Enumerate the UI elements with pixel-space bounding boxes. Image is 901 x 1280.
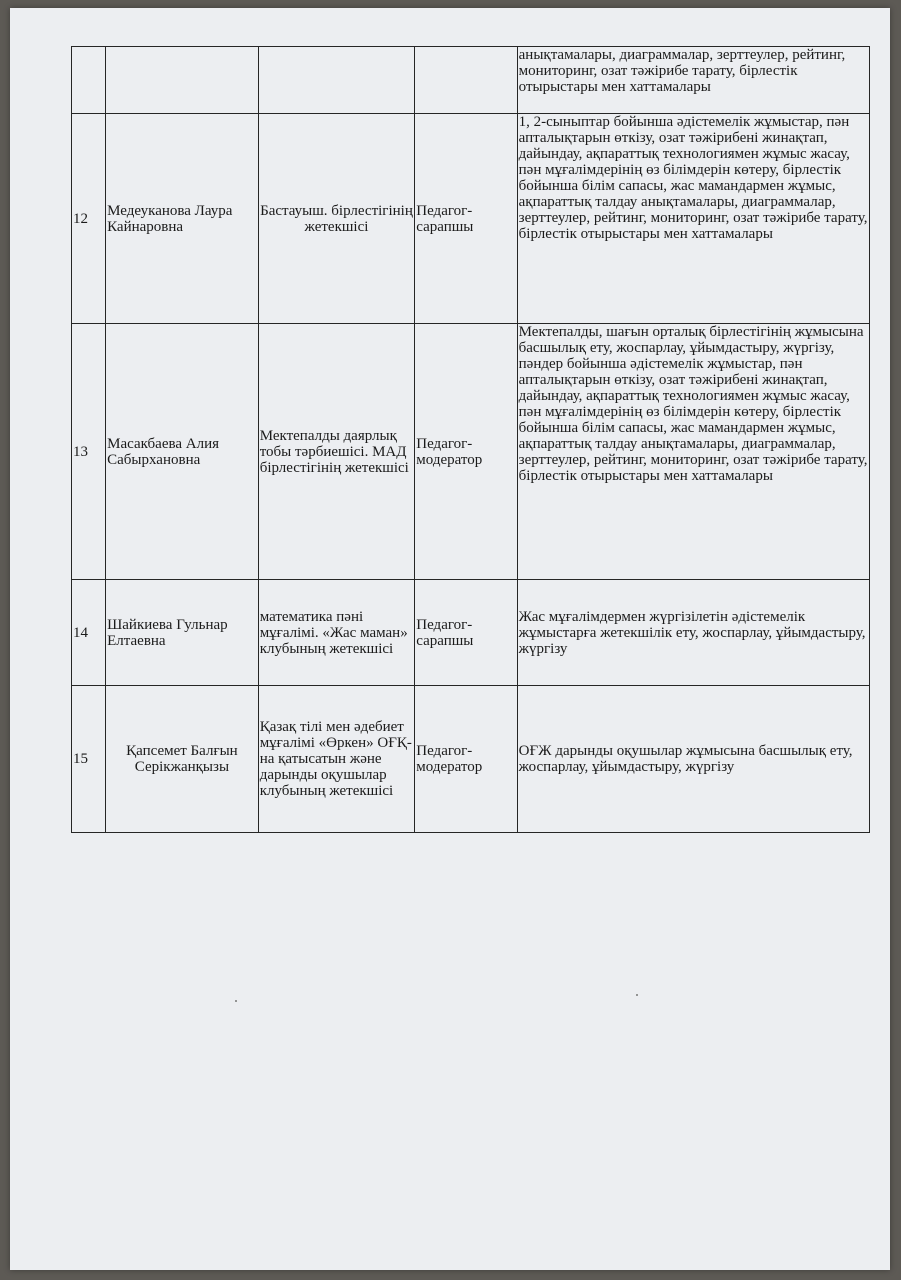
teacher-duties: ОҒЖ дарынды оқушылар жұмысына басшылық ету, жоспарлау, ұйымдастыру, жүргізу [517, 686, 869, 833]
paper-speck [636, 994, 638, 996]
row-number: 14 [72, 580, 106, 686]
teacher-name: Қапсемет Балғын Серікжанқызы [106, 686, 259, 833]
teacher-name: Медеуканова Лаура Кайнаровна [106, 114, 259, 324]
row-number: 15 [72, 686, 106, 833]
row-number [72, 47, 106, 114]
paper-speck [235, 1000, 237, 1002]
teacher-role: Мектепалды даярлық тобы тәрбиешісі. МАД бірлестігінің жетекшісі [258, 324, 415, 580]
teacher-role: Қазақ тілі мен әдебиет мұғалімі «Өркен» ОҒҚ-на қатысатын және дарынды оқушылар клубының жетекшісі [258, 686, 415, 833]
table-row [72, 324, 870, 580]
teacher-category: Педагог-модератор [415, 686, 517, 833]
row-number: 12 [72, 114, 106, 324]
table-row [72, 47, 870, 114]
teacher-category [415, 47, 517, 114]
teacher-name: Шайкиева Гульнар Елтаевна [106, 580, 259, 686]
teacher-duties: Жас мұғалімдермен жүргізілетін әдістемелік жұмыстарға жетекшілік ету, жоспарлау, ұйымдастыру, жүргізу [517, 580, 869, 686]
teacher-duties: анықтамалары, диаграммалар, зерттеулер, рейтинг, мониторинг, озат тәжірибе тарату, бірлестік отырыстары мен хаттамалары [517, 47, 869, 114]
teacher-category: Педагог-модератор [415, 324, 517, 580]
teacher-name: Масакбаева Алия Сабырхановна [106, 324, 259, 580]
table-row [72, 686, 870, 833]
teacher-role: математика пәні мұғалімі. «Жас маман» клубының жетекшісі [258, 580, 415, 686]
teacher-category: Педагог-сарапшы [415, 580, 517, 686]
teacher-duties: 1, 2-сыныптар бойынша әдістемелік жұмыстар, пән апталықтарын өткізу, озат тәжірибені жинақтап, дайындау, ақпараттық технологиямен жұмыс жасау, пән мұғалімдерінің өз білімдерін көтеру, бірлестік бойынша білім сапасы, жас мамандармен жұмыс, ақпараттық талдау анықтамалары, диаграммалар, зерттеулер, рейтинг, мониторинг, озат тәжірибе тарату, бірлестік отырыстары мен хаттамалары [517, 114, 869, 324]
table-row [72, 114, 870, 324]
teacher-role: Бастауыш. бірлестігінің жетекшісі [258, 114, 415, 324]
teacher-name [106, 47, 259, 114]
staff-table [71, 46, 870, 833]
teacher-role [258, 47, 415, 114]
teacher-duties: Мектепалды, шағын орталық бірлестігінің жұмысына басшылық ету, жоспарлау, ұйымдастыру, жүргізу, пәндер бойынша әдістемелік жұмыстар, пән апталықтарын өткізу, озат тәжірибені жинақтап, дайындау, ақпараттық технологиямен жұмыс жасау, пән мұғалімдерінің өз білімдерін көтеру, бірлестік бойынша білім сапасы, жас мамандармен жұмыс, ақпараттық талдау анықтамалары, диаграммалар, зерттеулер, рейтинг, мониторинг, озат тәжірибе тарату, бірлестік отырыстары мен хаттамалары [517, 324, 869, 580]
row-number: 13 [72, 324, 106, 580]
document-page [10, 8, 890, 1270]
teacher-category: Педагог-сарапшы [415, 114, 517, 324]
table-row [72, 580, 870, 686]
